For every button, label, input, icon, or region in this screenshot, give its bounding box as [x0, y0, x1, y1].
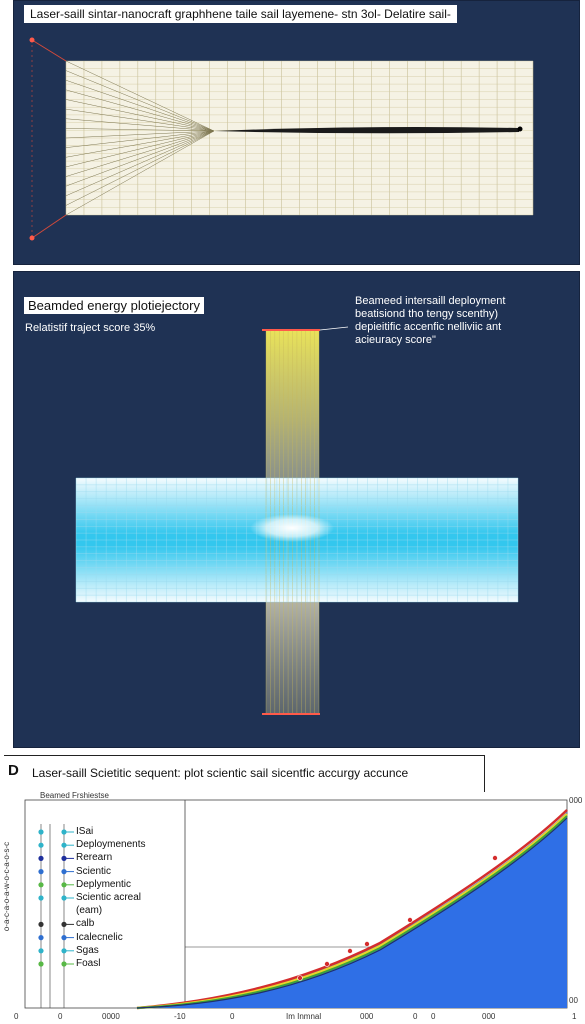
tether-bottom [32, 215, 66, 238]
legend-marker [61, 856, 66, 861]
annotation-line: Beameed intersaill deployment [355, 295, 506, 307]
legend-marker [61, 882, 66, 887]
x-tick-label: 0000 [102, 1012, 120, 1021]
laser-node-top [30, 38, 35, 43]
annotation-line: acieuracy score" [355, 334, 436, 346]
legend-marker [38, 882, 43, 887]
panel-b-title: Beamded energy plotiejectory [24, 297, 204, 314]
legend-label: Scientic acreal [76, 892, 142, 903]
legend-header: Beamed Frshiestse [40, 791, 109, 800]
legend-marker [61, 843, 66, 848]
legend-marker [61, 961, 66, 966]
trajectory-marker [365, 942, 370, 947]
panel-b-beamed-energy [13, 271, 580, 748]
legend-marker [38, 895, 43, 900]
beam-glow [250, 514, 334, 542]
nanocraft-payload [518, 127, 523, 132]
trajectory-marker [298, 976, 303, 981]
legend-label: Deploymenents [76, 839, 146, 851]
legend-marker [38, 961, 43, 966]
y-axis-label: o-a-c-a-o-a-w-o-c-a-o-s-c [2, 841, 12, 932]
legend-markers [38, 829, 74, 966]
legend-marker [61, 922, 66, 927]
trajectory-marker [408, 918, 413, 923]
panel-a-title: Laser-saill sintar-nanocraft graphhene taile sail layemene- stn 3ol- Delatire sail- [24, 5, 457, 23]
legend-label: Scientic [76, 865, 112, 877]
panel-b-annotation [355, 295, 505, 347]
trajectory-marker [493, 856, 498, 861]
panel-c-title: Laser-saill Scietitic sequent: plot scientic sail sicentfic accurgy accunce [32, 766, 409, 780]
annotation-line: beatisiond tho tengy scenthy) [355, 308, 499, 320]
legend-marker [38, 935, 43, 940]
x-tick-label: 1 [572, 1012, 577, 1021]
annotation-line: depieitific accenfic nelliviic ant [355, 321, 502, 333]
legend-label: (eam) [76, 905, 103, 917]
sail-grid [66, 61, 533, 215]
x-tick-label: 0 [413, 1012, 418, 1021]
legend-marker [38, 948, 43, 953]
blue-area-fill [137, 812, 567, 1008]
panel-b-subtitle: Relatistif traject score 35% [25, 322, 156, 334]
legend-marker [38, 829, 43, 834]
panel-c-letter: D [8, 762, 19, 779]
legend-label: Foasl [76, 958, 101, 969]
legend-marker [61, 869, 66, 874]
panel-a-sail-graphic [14, 1, 579, 264]
x-tick-label: 000 [360, 1012, 374, 1021]
x-tick-label: 0 [14, 1012, 19, 1021]
x-tick-label: Im Inmnal [286, 1012, 322, 1021]
laser-node-bottom [30, 236, 35, 241]
annotation-leader [320, 327, 348, 330]
legend-label: Deplymentic [76, 878, 132, 890]
x-tick-label: 0 [431, 1012, 436, 1021]
x-tick-label: 000 [482, 1012, 496, 1021]
legend-label: Icalecnelic [76, 931, 123, 943]
right-tick-label: 000 [569, 796, 583, 805]
trajectory-marker [348, 949, 353, 954]
legend-marker [61, 829, 66, 834]
panel-c-sequence-plot [0, 752, 585, 1024]
legend-marker [38, 922, 43, 927]
x-tick-label: 0 [230, 1012, 235, 1021]
legend-marker [38, 856, 43, 861]
legend-label: ISai [76, 826, 94, 837]
legend-label: Rerearn [76, 852, 113, 864]
trajectory-marker [325, 962, 330, 967]
legend-label: Sgas [76, 944, 99, 956]
panel-a-sail-diagram [13, 0, 580, 265]
legend-label: calb [76, 918, 95, 930]
legend-marker [38, 869, 43, 874]
legend-marker [38, 843, 43, 848]
x-tick-label: -10 [174, 1012, 186, 1021]
legend-marker [61, 935, 66, 940]
legend-marker [61, 948, 66, 953]
legend-marker [61, 895, 66, 900]
right-tick-label: 00 [569, 996, 578, 1005]
x-tick-label: 0 [58, 1012, 63, 1021]
tether-top [32, 40, 66, 61]
